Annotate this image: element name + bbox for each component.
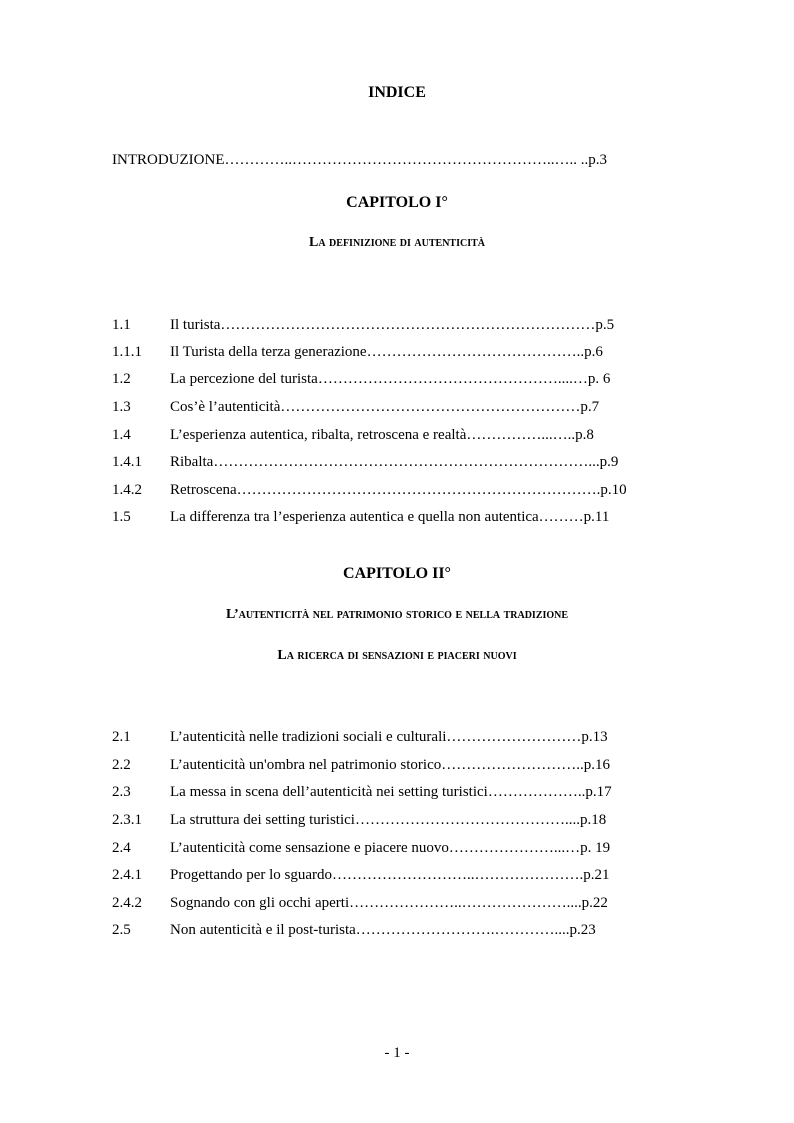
toc-entry-text: L’autenticità un'ombra nel patrimonio storico………………………..p.16 xyxy=(170,757,610,773)
toc-entry-text: Cos’è l’autenticità……………………………………………………p.7 xyxy=(170,399,600,415)
chapter-1-title: CAPITOLO I° xyxy=(346,194,448,211)
toc-entry-number: 2.3.1 xyxy=(112,812,142,828)
toc-entry-text: Non autenticità e il post-turista……………………….…………....p.23 xyxy=(170,922,596,938)
toc-entry-text: L’autenticità nelle tradizioni sociali e culturali………………………p.13 xyxy=(170,729,608,745)
toc-entry-number: 1.1 xyxy=(112,317,131,333)
toc-entry-number: 1.2 xyxy=(112,371,131,387)
toc-entry-number: 2.4 xyxy=(112,840,131,856)
toc-entry-text: Ribalta…………………………………………………………………...p.9 xyxy=(170,454,619,470)
toc-entry-number: 2.1 xyxy=(112,729,131,745)
toc-entry-number: 1.4.1 xyxy=(112,454,142,470)
page-title: INDICE xyxy=(368,84,426,101)
toc-entry-number: 2.5 xyxy=(112,922,131,938)
toc-entry-text: Retroscena……………………………………………………………….p.10 xyxy=(170,482,627,498)
toc-entry-text: La differenza tra l’esperienza autentica e quella non autentica………p.11 xyxy=(170,509,610,525)
toc-entry-text: L’esperienza autentica, ribalta, retroscena e realtà……………...…..p.8 xyxy=(170,427,594,443)
chapter-2-title: CAPITOLO II° xyxy=(343,565,451,582)
toc-entry-number: 2.4.2 xyxy=(112,895,142,911)
toc-entry-text: L’autenticità come sensazione e piacere nuovo…………………...…p. 19 xyxy=(170,840,611,856)
toc-entry-number: 1.1.1 xyxy=(112,344,142,360)
toc-entry-number: 2.2 xyxy=(112,757,131,773)
toc-entry-text: La messa in scena dell’autenticità nei setting turistici………………..p.17 xyxy=(170,784,612,800)
toc-entry-number: 2.3 xyxy=(112,784,131,800)
toc-entry-introduction: INTRODUZIONE…………..……………………………………………..….. ..p.3 xyxy=(112,152,607,168)
toc-entry-text: Sognando con gli occhi aperti…………………..…………………....p.22 xyxy=(170,895,608,911)
toc-entry-number: 1.4.2 xyxy=(112,482,142,498)
toc-entry-number: 1.5 xyxy=(112,509,131,525)
toc-entry-text: La struttura dei setting turistici……………………………………....p.18 xyxy=(170,812,607,828)
toc-entry-text: La percezione del turista…………………………………………....…p. 6 xyxy=(170,371,611,387)
chapter-1-subtitle: La definizione di autenticità xyxy=(309,235,485,250)
toc-entry-text: Il turista…………………………………………………………………p.5 xyxy=(170,317,615,333)
toc-entry-number: 2.4.1 xyxy=(112,867,142,883)
chapter-2-subtitle-secondary: La ricerca di sensazioni e piaceri nuovi xyxy=(277,648,517,663)
toc-entry-text: Progettando per lo sguardo………………………..………………….p.21 xyxy=(170,867,610,883)
toc-entry-number: 1.3 xyxy=(112,399,131,415)
toc-entry-number: 1.4 xyxy=(112,427,131,443)
toc-entry-text: Il Turista della terza generazione……………………………………..p.6 xyxy=(170,344,603,360)
chapter-2-subtitle: L’autenticità nel patrimonio storico e nella tradizione xyxy=(225,607,569,622)
page-number: - 1 - xyxy=(384,1045,410,1061)
